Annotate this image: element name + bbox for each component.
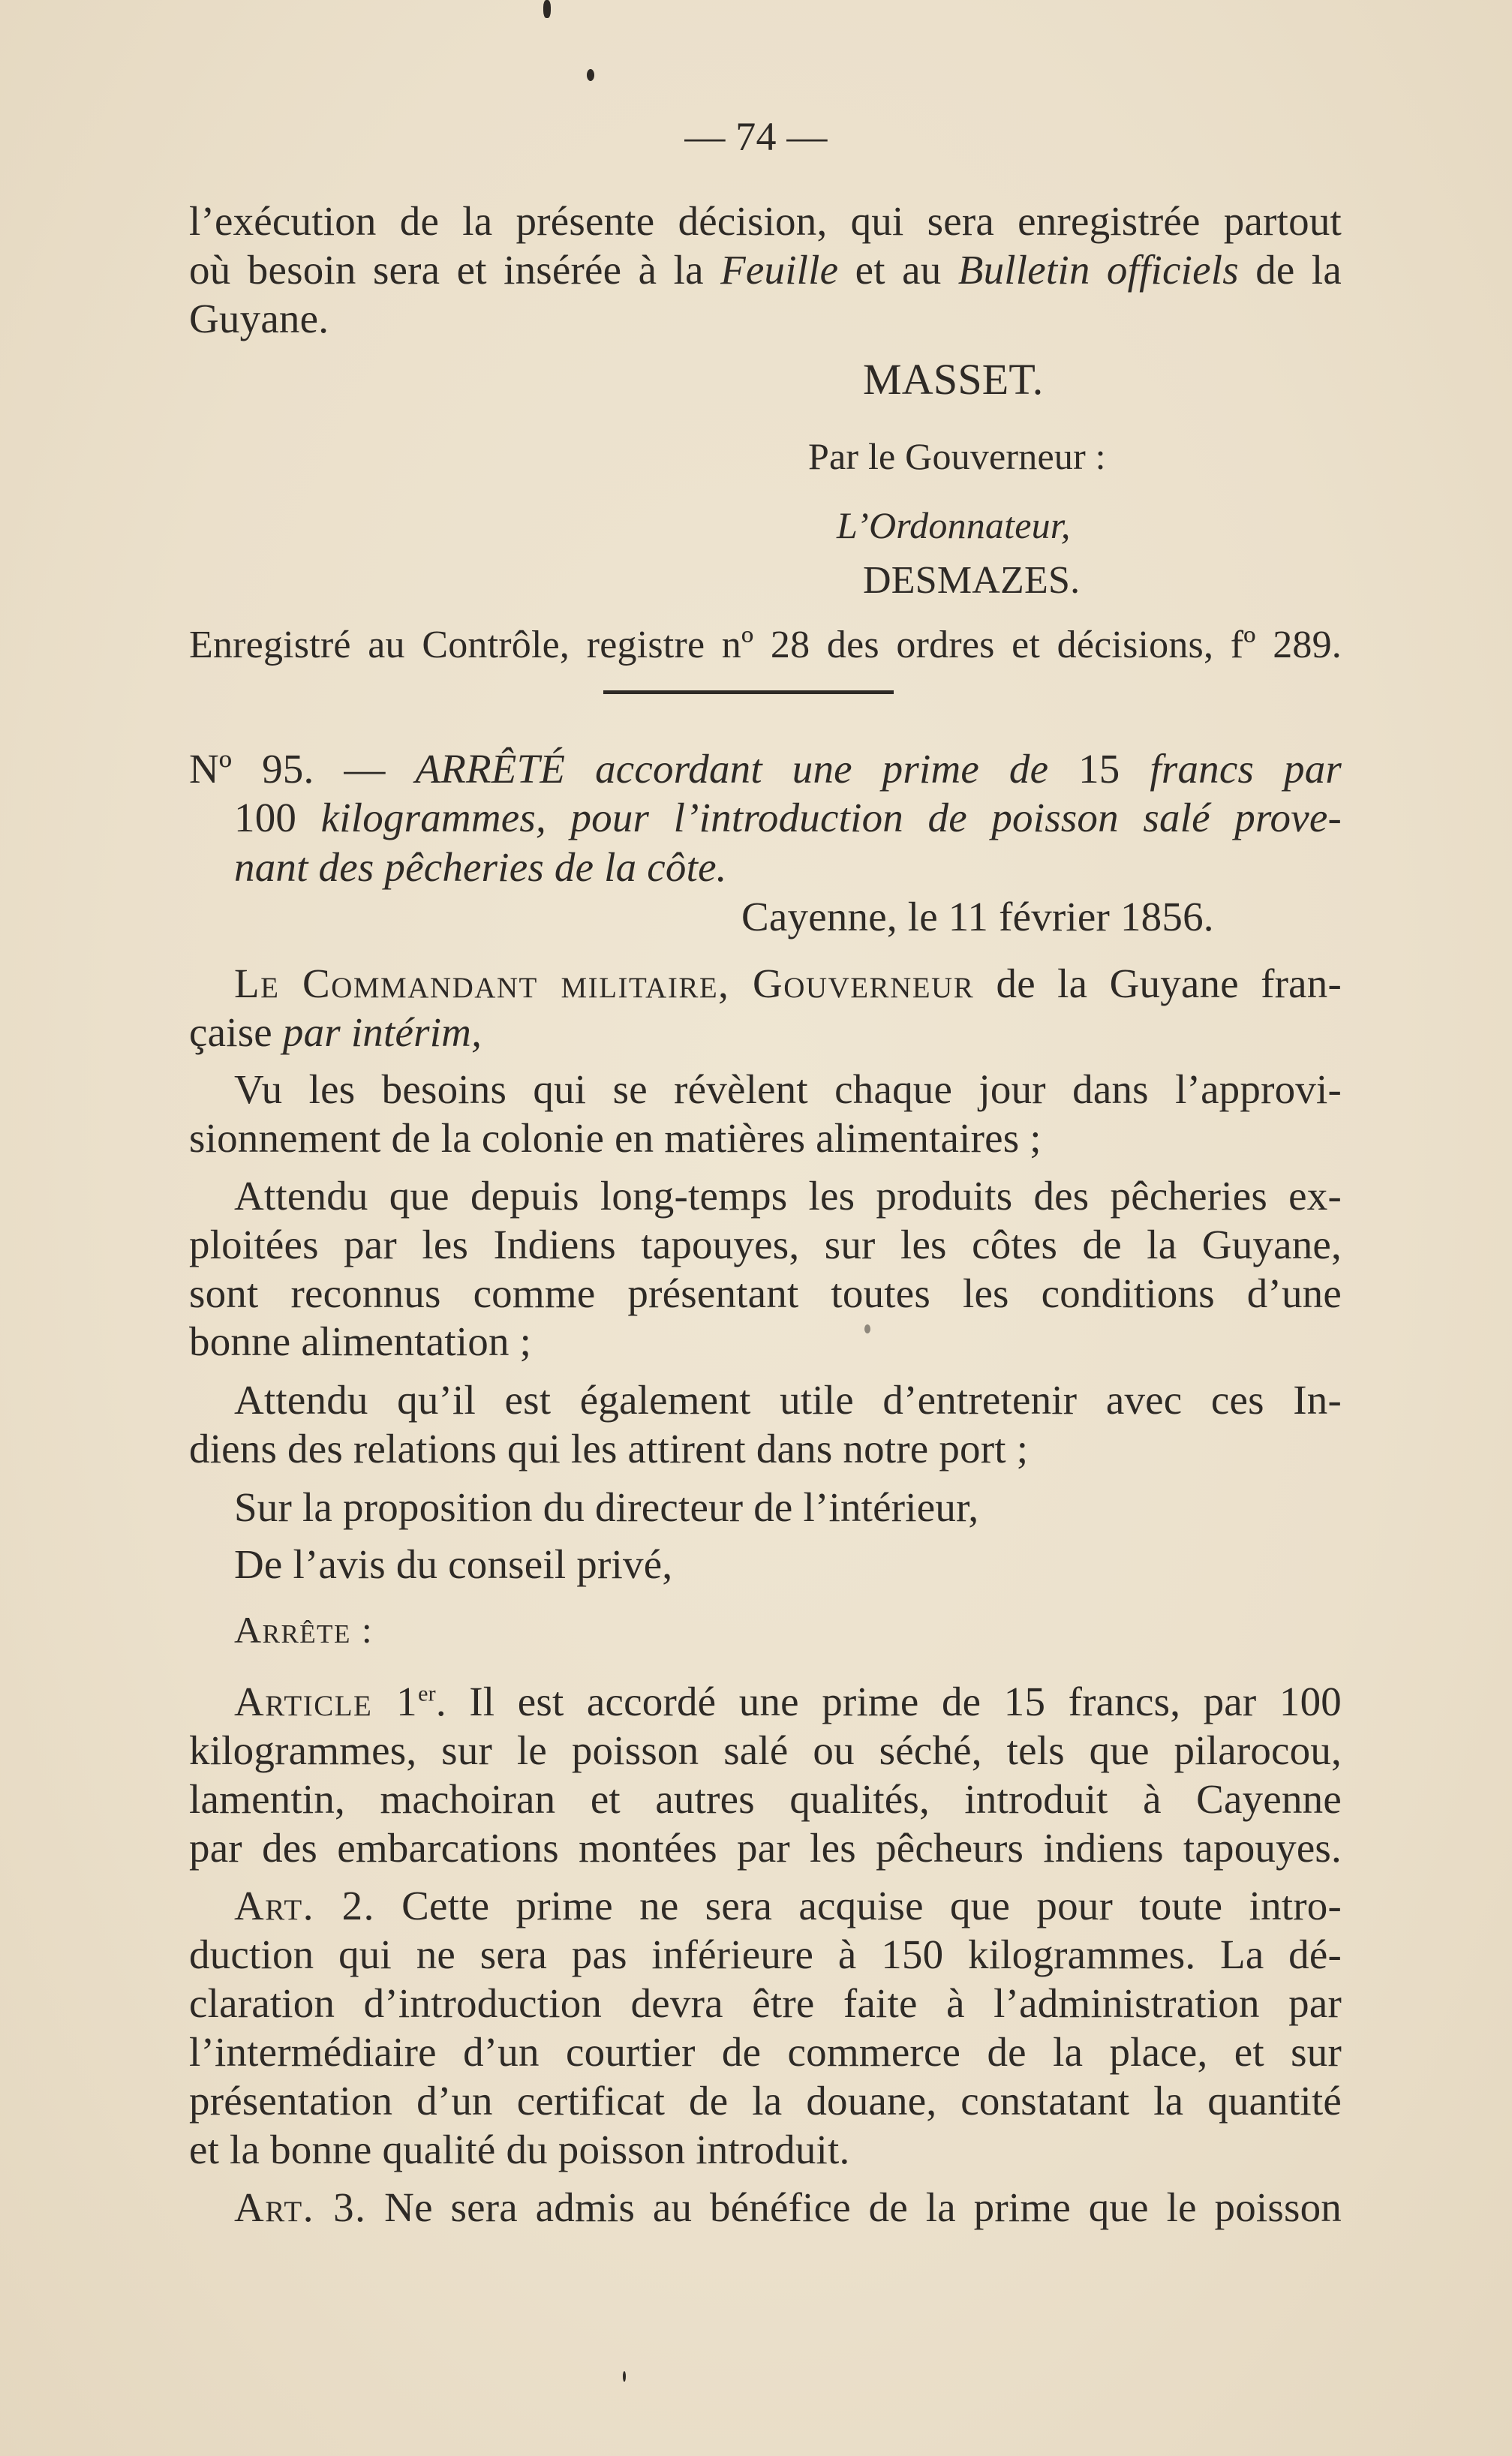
- italic-fragment: ARRÊTÉ accordant une prime de: [415, 746, 1049, 792]
- text-line: Guyane.: [189, 296, 329, 341]
- decree-title-line: [189, 745, 1342, 793]
- text-fragment: Ne sera admis au bénéfice de la prime que le poisson: [366, 2184, 1342, 2230]
- article-line: présentation d’un certificat de la douane, constatant la quantité: [189, 2078, 1342, 2124]
- text-fragment: et au: [838, 247, 958, 293]
- italic-fragment: Feuille: [720, 247, 839, 293]
- article-label: Art. 3.: [234, 2184, 367, 2230]
- article-line: lamentin, machoiran et autres qualités, introduit à Cayenne: [189, 1776, 1342, 1822]
- text-line: sionnement de la colonie en matières alimentaires ;: [189, 1115, 1042, 1161]
- registration-note: Enregistré au Contrôle, registre nº 28 des ordres et décisions, fº 289.: [189, 624, 1342, 666]
- text-line: [189, 246, 1342, 294]
- small-caps-fragment: Le Commandant militaire, Gouverneur: [234, 960, 975, 1006]
- article-line: [234, 1678, 1342, 1726]
- text-fragment: çaise: [189, 1009, 283, 1055]
- article-line: claration d’introduction devra être faite à l’administration par: [189, 1980, 1342, 2026]
- text-fragment: de la: [1238, 247, 1342, 293]
- separator-rule: [603, 690, 894, 694]
- text-fragment: Cette prime ne sera acquise que pour toute intro-: [374, 1883, 1342, 1928]
- article-label: Article 1: [234, 1679, 419, 1724]
- arrete-heading: Arrête :: [234, 1609, 374, 1651]
- italic-fragment: kilogrammes, pour l’introduction de poisson salé prove-: [320, 795, 1342, 840]
- article-line: kilogrammes, sur le poisson salé ou séché, tels que pilarocou,: [189, 1727, 1342, 1773]
- decree-date: Cayenne, le 11 février 1856.: [741, 894, 1214, 939]
- text-line: Vu les besoins qui se révèlent chaque jour dans l’approvi-: [234, 1066, 1342, 1112]
- decree-number: Nº 95. —: [189, 746, 416, 792]
- article-line: [234, 1882, 1342, 1930]
- ink-speck: [587, 69, 594, 81]
- text-line: ploitées par les Indiens tapouyes, sur les côtes de la Guyane,: [189, 1222, 1342, 1267]
- article-line: l’intermédiaire d’un courtier de commerce de la place, et sur: [189, 2029, 1342, 2075]
- decree-title-line: nant des pêcheries de la côte.: [234, 844, 727, 890]
- signature-role: L’Ordonnateur,: [837, 504, 1071, 546]
- text-line: De l’avis du conseil privé,: [234, 1541, 673, 1587]
- article-label: Art. 2.: [234, 1883, 375, 1928]
- italic-fragment: francs par: [1150, 746, 1342, 792]
- text-fragment: 15: [1048, 746, 1150, 792]
- text-line: sont reconnus comme présentant toutes les conditions d’une: [189, 1270, 1342, 1316]
- text-line: Attendu que depuis long-temps les produits des pêcheries ex-: [234, 1173, 1342, 1219]
- text-line: [189, 1009, 482, 1057]
- ink-speck: [623, 2371, 626, 2382]
- signature-name: MASSET.: [863, 355, 1044, 404]
- italic-fragment: Bulletin officiels: [957, 247, 1239, 293]
- ink-speck: [864, 1324, 870, 1333]
- text-line: Sur la proposition du directeur de l’intérieur,: [234, 1484, 979, 1530]
- decree-title-line: [234, 794, 1342, 842]
- ink-speck: [543, 0, 551, 18]
- text-fragment: de la Guyane fran-: [974, 960, 1342, 1006]
- italic-fragment: par intérim,: [282, 1009, 482, 1055]
- text-fragment: où besoin sera et insérée à la: [189, 247, 721, 293]
- text-fragment: 100: [234, 795, 321, 840]
- text-line: l’exécution de la présente décision, qui sera enregistrée partout: [189, 198, 1342, 244]
- article-line: et la bonne qualité du poisson introduit.: [189, 2127, 850, 2172]
- text-fragment: . Il est accordé une prime de 15 francs, par 100: [435, 1679, 1342, 1724]
- article-line: par des embarcations montées par les pêcheurs indiens tapouyes.: [189, 1825, 1342, 1871]
- page-number: — 74 —: [684, 114, 828, 159]
- text-line: bonne alimentation ;: [189, 1318, 532, 1364]
- text-line: [234, 960, 1342, 1008]
- signature-par: Par le Gouverneur :: [808, 435, 1106, 477]
- article-line: duction qui ne sera pas inférieure à 150 kilogrammes. La dé-: [189, 1931, 1342, 1977]
- text-line: diens des relations qui les attirent dans notre port ;: [189, 1426, 1029, 1471]
- article-line: [234, 2184, 1342, 2232]
- signature-name: DESMAZES.: [863, 559, 1081, 602]
- text-line: Attendu qu’il est également utile d’entretenir avec ces In-: [234, 1377, 1342, 1423]
- superscript: er: [418, 1681, 436, 1706]
